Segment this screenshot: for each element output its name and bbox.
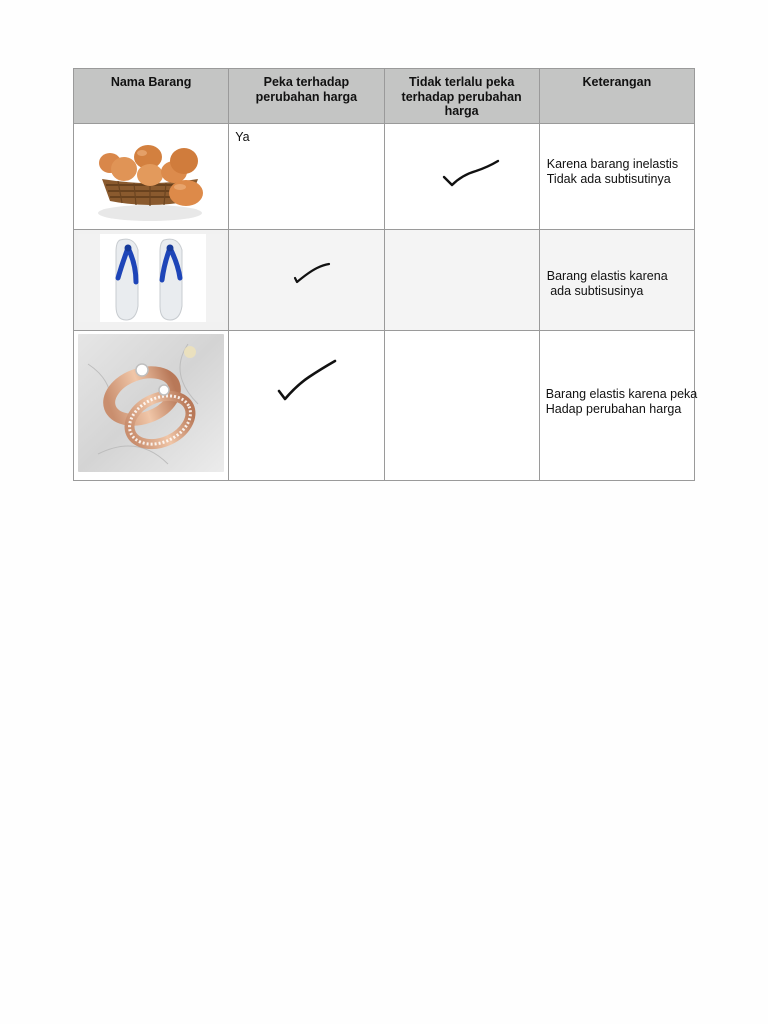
header-sensitive: Peka terhadap perubahan harga	[229, 69, 384, 124]
sensitive-cell	[229, 124, 384, 230]
not-sensitive-cell	[384, 230, 539, 331]
not-sensitive-cell	[384, 331, 539, 481]
not-sensitive-cell	[384, 124, 539, 230]
table-row	[74, 331, 695, 481]
table-row	[74, 230, 695, 331]
item-image-cell	[74, 124, 229, 230]
header-item-name: Nama Barang	[74, 69, 229, 124]
table-header-row	[74, 69, 695, 124]
checkmark-icon	[275, 359, 341, 405]
checkmark-icon	[440, 157, 504, 191]
sensitive-text: Ya	[235, 130, 250, 144]
remarks-text: Barang elastis karena ada subtisusinya	[546, 269, 668, 298]
sensitive-cell	[229, 230, 384, 331]
header-remarks: Keterangan	[539, 69, 694, 124]
header-not-sensitive: Tidak terlalu peka terhadap perubahan harga	[384, 69, 539, 124]
remarks-cell	[539, 331, 698, 481]
egg-basket-image	[78, 127, 224, 223]
checkmark-icon	[291, 260, 335, 286]
flip-flops-image	[78, 234, 224, 322]
table-row	[74, 124, 695, 230]
sensitive-cell	[229, 331, 384, 481]
goods-elasticity-table	[73, 68, 698, 481]
item-image-cell	[74, 230, 229, 331]
remarks-cell	[539, 230, 694, 331]
remarks-cell	[539, 124, 694, 230]
rings-image	[78, 334, 224, 472]
remarks-text: Karena barang inelastis Tidak ada subtisutinya	[546, 157, 679, 186]
remarks-text: Barang elastis karena peka Hadap perubahan harga	[545, 387, 698, 416]
item-image-cell	[74, 331, 229, 481]
